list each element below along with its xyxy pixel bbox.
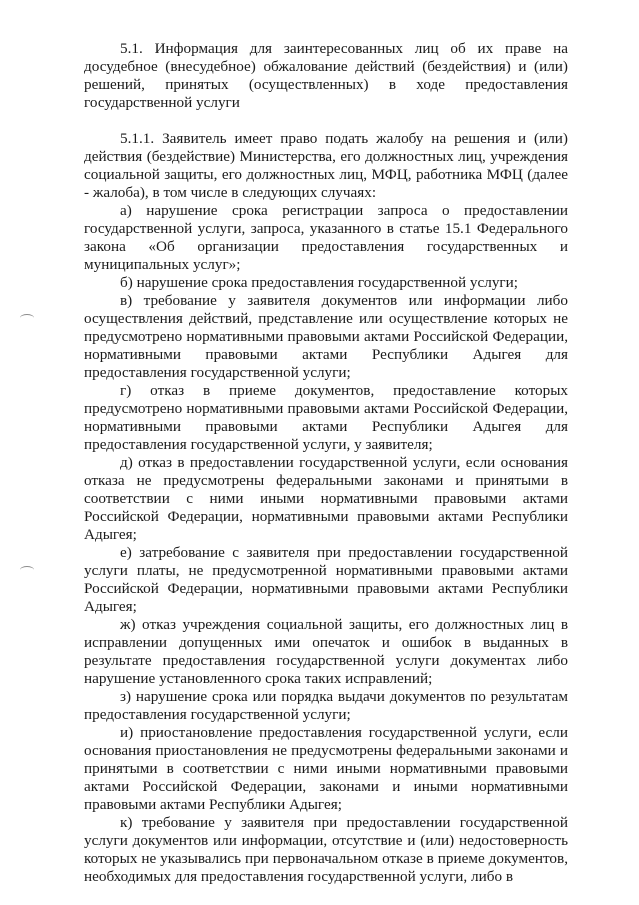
paragraph-gap [84,112,568,130]
list-item-a: а) нарушение срока регистрации запроса о предоставлении государственной услуги, запроса, указанного в статье 15.1 Федерального закона «Об организации предоставления государственных и муниципальных услуг»; [84,202,568,273]
list-item-d: д) отказ в предоставлении государственной услуги, если основания отказа не предусмотрены федеральными законами и принятыми в соответствии с ними иными нормативными правовыми актами Российской Федерации, нормативными правовыми актами Республики Адыгея; [84,454,568,543]
list-item-e: е) затребование с заявителя при предоставлении государственной услуги платы, не предусмотренной нормативными правовыми актами Российской Федерации, нормативными правовыми актами Республики Адыгея; [84,544,568,615]
list-item-v: в) требование у заявителя документов или информации либо осуществления действий, представление или осуществление которых не предусмотрено нормативными правовыми актами Российской Федерации, нормативными правовыми актами Республики Адыгея для предоставления государственной услуги; [84,292,568,381]
intro-paragraph: 5.1.1. Заявитель имеет право подать жалобу на решения и (или) действия (бездействие) Министерства, его должностных лиц, учреждения социальной защиты, его должностных лиц, МФЦ, работника МФЦ (далее - жалоба), в том числе в следующих случаях: [84,130,568,201]
list-item-k: к) требование у заявителя при предоставлении государственной услуги документов или информации, отсутствие и (или) недостоверность которых не указывались при первоначальном отказе в приеме документов, необходимых для предоставления государственной услуги, либо в [84,814,568,885]
section-title: 5.1. Информация для заинтересованных лиц об их праве на досудебное (внесудебное) обжалование действий (бездействия) и (или) решений, принятых (осуществленных) в ходе предоставления государственной услуги [84,40,568,111]
list-item-b: б) нарушение срока предоставления государственной услуги; [120,274,518,291]
scan-margin-mark [20,314,34,322]
list-item-g: г) отказ в приеме документов, предоставление которых предусмотрено нормативными правовыми актами Российской Федерации, нормативными правовыми актами Республики Адыгея для предоставления государственной услуги, у заявителя; [84,382,568,453]
document-body [84,40,568,886]
list-item-zh: ж) отказ учреждения социальной защиты, его должностных лиц в исправлении допущенных ими опечаток и ошибок в выданных в результате предоставления государственной услуги документах либо нарушение установленного срока таких исправлений; [84,616,568,687]
scan-margin-mark [20,566,34,574]
list-item-z: з) нарушение срока или порядка выдачи документов по результатам предоставления государственной услуги; [84,688,568,723]
list-item-i: и) приостановление предоставления государственной услуги, если основания приостановления не предусмотрены федеральными законами и принятыми в соответствии с ними иными нормативными правовыми актами Российской Федерации, законами и иными нормативными правовыми актами Республики Адыгея; [84,724,568,813]
